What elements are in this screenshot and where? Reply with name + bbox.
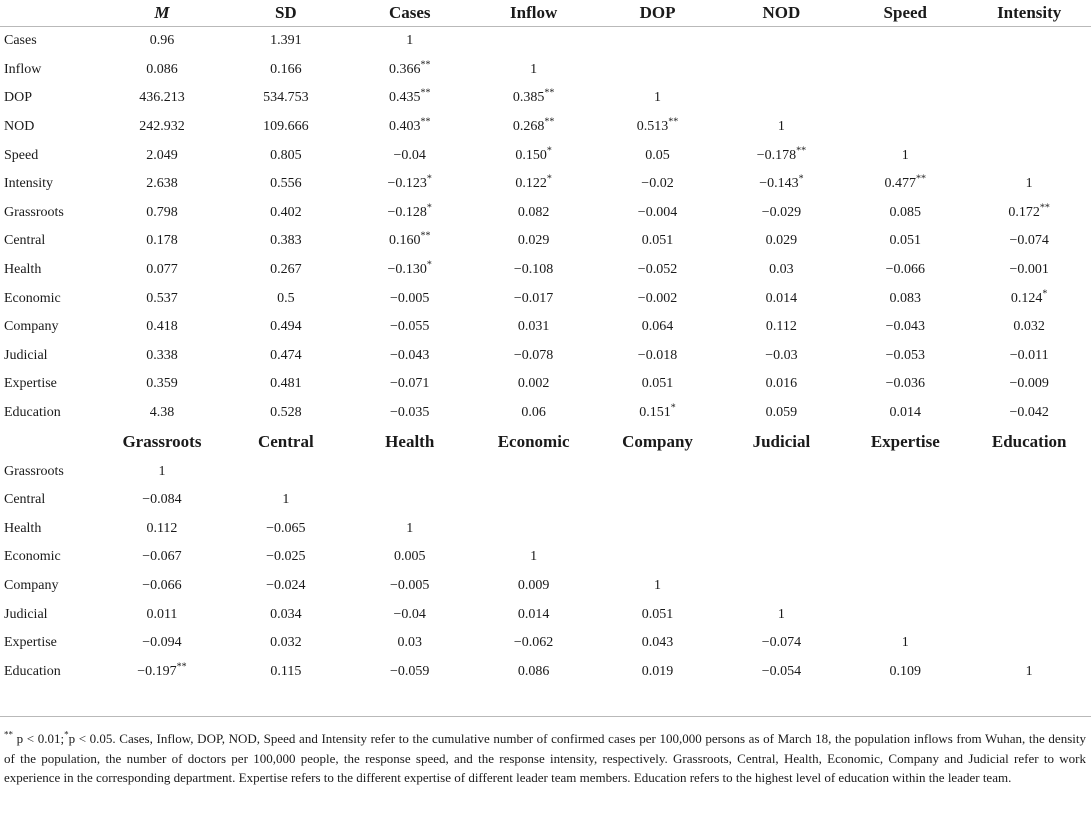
table-cell: 0.029 xyxy=(517,233,550,249)
table-cell: −0.011 xyxy=(1009,347,1049,363)
row-label: Cases xyxy=(4,33,37,49)
table-cell: 1 xyxy=(901,635,909,651)
table-cell xyxy=(719,56,843,85)
table-cell: 0.086 xyxy=(146,61,178,77)
table-cell: 1 xyxy=(158,463,166,479)
table-cell xyxy=(967,515,1091,544)
table-cell: 0.122* xyxy=(515,173,552,192)
table-cell: 0.077 xyxy=(146,262,178,278)
significance-marker: ** xyxy=(176,661,187,673)
column-header: NOD xyxy=(762,3,801,22)
table-cell: −0.084 xyxy=(142,492,182,508)
table-cell: 0.385** xyxy=(512,87,555,106)
table-cell: 0.383 xyxy=(270,233,302,249)
table-cell: 0.403** xyxy=(388,116,431,135)
table-cell: −0.054 xyxy=(761,663,802,679)
table-cell: 0.109 xyxy=(889,663,922,679)
table-cell: −0.094 xyxy=(142,635,182,651)
corner-cell xyxy=(0,0,100,27)
table-cell xyxy=(967,486,1091,515)
row-label: Health xyxy=(4,262,42,278)
table-cell: 0.178 xyxy=(146,233,178,249)
table-cell: 0.05 xyxy=(645,147,670,163)
table-cell: 0.151* xyxy=(639,402,676,421)
row-label: Health xyxy=(4,520,42,536)
column-header: Inflow xyxy=(510,3,558,22)
table-cell: 0.031 xyxy=(517,319,550,335)
significance-marker: ** xyxy=(1039,202,1050,214)
table-cell: −0.04 xyxy=(393,147,426,163)
table-cell: 0.474 xyxy=(270,347,302,363)
table-cell: 0.5 xyxy=(277,290,295,306)
table-cell: 0.014 xyxy=(889,405,922,421)
table-cell xyxy=(596,56,720,85)
table-row xyxy=(0,572,1091,601)
top-body xyxy=(0,27,1091,428)
row-label: Economic xyxy=(4,549,61,565)
footnote-double-star: ** xyxy=(4,729,13,740)
column-header: DOP xyxy=(639,3,676,22)
table-cell xyxy=(596,457,720,486)
table-cell xyxy=(967,543,1091,572)
table-cell: −0.067 xyxy=(142,549,182,565)
significance-marker: ** xyxy=(420,116,431,128)
table-cell: 1 xyxy=(1025,663,1033,679)
table-cell: 0.268** xyxy=(512,116,555,135)
row-label: Judicial xyxy=(4,606,48,622)
table-cell: −0.066 xyxy=(142,577,182,593)
table-cell: −0.002 xyxy=(637,290,678,306)
table-cell: 0.034 xyxy=(270,606,302,622)
column-header: M xyxy=(154,3,170,22)
row-label: Judicial xyxy=(4,347,48,363)
table-cell: 0.002 xyxy=(517,376,550,392)
significance-marker: ** xyxy=(668,116,679,128)
table-cell: −0.025 xyxy=(266,549,306,565)
table-cell xyxy=(719,84,843,113)
table-row xyxy=(0,141,1091,170)
table-cell: 0.160** xyxy=(388,230,431,249)
table-cell: 4.38 xyxy=(149,405,175,421)
table-cell: 0.03 xyxy=(769,262,794,278)
table-cell: 0.477** xyxy=(884,173,927,192)
table-cell: 0.537 xyxy=(146,290,178,306)
table-cell: 0.798 xyxy=(146,204,178,220)
table-cell: 0.150* xyxy=(515,145,552,163)
table-cell: 0.014 xyxy=(765,290,798,306)
table-cell: 0.005 xyxy=(393,549,426,565)
table-cell: 0.032 xyxy=(1013,319,1045,335)
table-cell: 0.029 xyxy=(765,233,798,249)
significance-marker: * xyxy=(798,173,804,185)
column-header: SD xyxy=(274,3,297,22)
table-cell: −0.03 xyxy=(765,347,798,363)
table-cell: 0.96 xyxy=(149,33,175,49)
table-row xyxy=(0,457,1091,486)
table-row xyxy=(0,515,1091,544)
table-cell: −0.035 xyxy=(390,405,430,421)
table-cell: 242.932 xyxy=(139,119,185,135)
table-row xyxy=(0,199,1091,228)
column-header: Intensity xyxy=(997,3,1062,22)
row-label: Central xyxy=(4,233,46,249)
table-cell: −0.108 xyxy=(513,262,554,278)
column-header: Central xyxy=(257,432,314,452)
table-cell: −0.123* xyxy=(387,173,432,192)
table-cell: 1 xyxy=(406,33,414,49)
table-cell: 1 xyxy=(530,61,538,77)
table-cell: 0.115 xyxy=(270,663,302,679)
row-label: Company xyxy=(4,319,59,335)
column-header: Speed xyxy=(883,3,928,22)
table-cell xyxy=(843,572,967,601)
table-cell: 0.082 xyxy=(517,204,550,220)
table-cell: −0.042 xyxy=(1009,405,1049,421)
table-cell: 0.06 xyxy=(521,405,546,421)
row-label: Expertise xyxy=(4,376,57,392)
table-cell xyxy=(348,486,472,515)
table-cell: 0.481 xyxy=(270,376,302,392)
table-cell: 1 xyxy=(406,520,414,536)
table-row xyxy=(0,284,1091,313)
table-cell xyxy=(472,486,596,515)
table-cell: 0.418 xyxy=(146,319,178,335)
table-cell xyxy=(596,486,720,515)
table-cell xyxy=(967,600,1091,629)
row-label: DOP xyxy=(4,90,33,106)
table-cell xyxy=(967,572,1091,601)
row-label: Grassroots xyxy=(4,204,64,220)
table-cell: 0.03 xyxy=(397,635,422,651)
table-cell: −0.04 xyxy=(393,606,426,622)
table-footnote xyxy=(4,729,1086,788)
table-cell xyxy=(719,27,843,56)
table-cell: −0.074 xyxy=(1009,233,1049,249)
table-cell xyxy=(967,113,1091,142)
table-cell: 0.051 xyxy=(641,606,674,622)
table-cell xyxy=(967,457,1091,486)
table-cell: −0.078 xyxy=(513,347,554,363)
significance-marker: ** xyxy=(420,59,431,71)
table-cell: −0.043 xyxy=(390,347,430,363)
table-bottom-rule xyxy=(0,716,1091,717)
bottom-body xyxy=(0,427,1091,686)
table-cell: −0.128* xyxy=(387,202,432,220)
table-row xyxy=(0,113,1091,142)
table-cell: −0.053 xyxy=(885,347,925,363)
table-cell: 0.166 xyxy=(270,61,302,77)
column-header: Grassroots xyxy=(122,432,202,452)
table-cell: 0.019 xyxy=(641,663,674,679)
table-cell: 1 xyxy=(530,549,538,565)
table-cell: −0.005 xyxy=(390,577,430,593)
table-cell: 0.032 xyxy=(270,635,302,651)
table-cell xyxy=(472,457,596,486)
table-cell: −0.178** xyxy=(756,145,807,163)
table-cell xyxy=(967,629,1091,658)
table-cell xyxy=(719,515,843,544)
row-label: Expertise xyxy=(4,635,57,651)
top-header-row xyxy=(0,0,1091,27)
table-row xyxy=(0,313,1091,342)
table-cell: 0.513** xyxy=(636,116,679,135)
table-cell: 1 xyxy=(654,577,661,593)
significance-marker: ** xyxy=(796,145,807,157)
table-cell: 0.172** xyxy=(1008,202,1050,220)
table-cell: −0.143* xyxy=(759,173,804,192)
table-cell: 0.124* xyxy=(1010,287,1048,306)
table-row xyxy=(0,27,1091,56)
table-row xyxy=(0,256,1091,285)
table-cell xyxy=(472,27,596,56)
table-cell: −0.017 xyxy=(513,290,554,306)
table-cell: −0.02 xyxy=(641,176,674,192)
table-cell xyxy=(596,515,720,544)
table-cell: −0.059 xyxy=(390,663,430,679)
row-label: Intensity xyxy=(4,176,53,192)
column-header: Health xyxy=(385,432,435,452)
table-cell: −0.024 xyxy=(266,577,306,593)
table-cell xyxy=(472,515,596,544)
column-header: Company xyxy=(622,432,693,452)
significance-marker: * xyxy=(1042,287,1048,299)
table-cell: −0.001 xyxy=(1009,262,1049,278)
table-cell: 0.086 xyxy=(517,663,550,679)
table-cell xyxy=(596,543,720,572)
table-cell: −0.009 xyxy=(1009,376,1049,392)
significance-marker: ** xyxy=(544,87,555,99)
table-row xyxy=(0,600,1091,629)
table-cell: 1 xyxy=(654,90,661,106)
significance-marker: ** xyxy=(420,230,431,242)
table-cell xyxy=(967,56,1091,85)
table-cell: −0.062 xyxy=(513,635,554,651)
row-label: Economic xyxy=(4,290,61,306)
table-cell: 0.009 xyxy=(517,577,550,593)
row-label: NOD xyxy=(4,119,35,135)
table-cell: 0.011 xyxy=(146,606,178,622)
table-cell: −0.004 xyxy=(637,204,678,220)
table-cell: 1 xyxy=(777,606,785,622)
column-header: Expertise xyxy=(870,432,940,452)
table-cell: −0.005 xyxy=(390,290,430,306)
table-cell: 0.528 xyxy=(270,405,302,421)
table-cell: 1.391 xyxy=(270,33,302,49)
table-cell xyxy=(843,113,967,142)
table-row xyxy=(0,629,1091,658)
table-cell: −0.018 xyxy=(637,347,678,363)
table-cell: 0.112 xyxy=(146,520,178,536)
table-cell xyxy=(843,84,967,113)
table-cell: −0.197** xyxy=(137,661,187,679)
table-cell: 2.049 xyxy=(146,147,178,163)
table-cell: 0.083 xyxy=(889,290,922,306)
table-row xyxy=(0,84,1091,113)
table-cell xyxy=(843,56,967,85)
significance-marker: * xyxy=(426,259,432,271)
significance-marker: * xyxy=(426,202,432,214)
table-row xyxy=(0,657,1091,686)
table-cell: 534.753 xyxy=(263,90,309,106)
table-cell xyxy=(843,27,967,56)
table-cell: 1 xyxy=(282,492,290,508)
table-row xyxy=(0,543,1091,572)
table-cell: 0.043 xyxy=(641,635,674,651)
table-cell xyxy=(843,486,967,515)
column-header: Cases xyxy=(388,3,431,22)
table-cell: 2.638 xyxy=(146,176,178,192)
footnote-sig-text-1: p < 0.01; xyxy=(13,731,65,746)
table-cell: −0.074 xyxy=(761,635,802,651)
significance-marker: * xyxy=(426,173,432,185)
table-cell: 1 xyxy=(1025,176,1033,192)
table-row xyxy=(0,170,1091,199)
table-cell: 0.267 xyxy=(270,262,302,278)
table-cell xyxy=(843,457,967,486)
table-cell: −0.065 xyxy=(266,520,306,536)
table-row xyxy=(0,56,1091,85)
table-row xyxy=(0,342,1091,371)
table-cell: 0.366** xyxy=(388,59,431,77)
table-row xyxy=(0,486,1091,515)
row-label: Education xyxy=(4,405,61,421)
table-cell xyxy=(967,141,1091,170)
table-cell xyxy=(224,457,348,486)
table-cell: 0.064 xyxy=(641,319,674,335)
corner-cell xyxy=(0,427,100,457)
table-cell: 0.016 xyxy=(765,376,798,392)
column-header: Economic xyxy=(497,432,570,452)
table-cell: 0.338 xyxy=(146,347,178,363)
table-cell: 0.402 xyxy=(270,204,302,220)
table-cell: 0.051 xyxy=(641,233,674,249)
table-cell: −0.029 xyxy=(761,204,802,220)
table-cell: 0.556 xyxy=(270,176,302,192)
table-cell: 436.213 xyxy=(139,90,185,106)
table-cell: 0.494 xyxy=(270,319,302,335)
table-cell: 0.051 xyxy=(641,376,674,392)
footnote-sig-text-2: p < 0.05. Cases, Inflow, DOP, NOD, Speed and Intensity refer to the cumulative number of confirmed cases per 100,000 persons as of March 18, the population inflows from Wuhan, the density of the population, the number of doctors per 100,000 people, the response speed, and the response intensity, respectively. Grassroots, Central, Health, Economic, Company and Judicial refer to work experience in the corresponding department. Expertise refers to the different expertise of different leader team members. Education refers to the highest level of education within the leader team. xyxy=(4,731,1086,785)
significance-marker: * xyxy=(546,173,552,185)
table-cell: 0.051 xyxy=(889,233,922,249)
significance-marker: ** xyxy=(420,87,431,99)
column-header: Judicial xyxy=(752,432,811,452)
row-label: Grassroots xyxy=(4,463,64,479)
table-cell: 0.085 xyxy=(889,204,922,220)
table-cell: −0.071 xyxy=(390,376,430,392)
table-cell: 0.359 xyxy=(146,376,178,392)
table-row xyxy=(0,399,1091,428)
table-cell xyxy=(596,27,720,56)
table-cell xyxy=(843,515,967,544)
row-label: Inflow xyxy=(4,61,42,77)
significance-marker: ** xyxy=(916,173,927,185)
table-cell: 0.014 xyxy=(517,606,550,622)
table-cell: −0.036 xyxy=(885,376,925,392)
table-cell: −0.052 xyxy=(637,262,678,278)
table-cell xyxy=(967,27,1091,56)
table-cell xyxy=(719,486,843,515)
table-cell: −0.043 xyxy=(885,319,925,335)
table-cell: 0.805 xyxy=(270,147,302,163)
table-cell: −0.055 xyxy=(390,319,430,335)
table-cell xyxy=(843,600,967,629)
table-cell xyxy=(719,572,843,601)
row-label: Central xyxy=(4,492,46,508)
table-cell xyxy=(843,543,967,572)
significance-marker: ** xyxy=(544,116,555,128)
table-cell xyxy=(967,84,1091,113)
row-label: Speed xyxy=(4,147,39,163)
top-header xyxy=(0,0,1091,27)
table-cell xyxy=(719,457,843,486)
table-cell: 1 xyxy=(901,147,909,163)
table-cell: 0.112 xyxy=(765,319,797,335)
significance-marker: * xyxy=(546,145,552,157)
significance-marker: * xyxy=(670,402,676,414)
row-label: Education xyxy=(4,663,61,679)
table-cell: 0.059 xyxy=(765,405,798,421)
table-cell xyxy=(719,543,843,572)
table-cell: −0.066 xyxy=(885,262,925,278)
table-cell: −0.130* xyxy=(387,259,432,278)
table-cell: 0.435** xyxy=(388,87,431,106)
table-cell xyxy=(348,457,472,486)
bottom-header-row xyxy=(0,427,1091,457)
table-cell: 1 xyxy=(777,119,785,135)
table-cell: 109.666 xyxy=(263,119,309,135)
footnote-single-star: * xyxy=(64,729,69,740)
table-row xyxy=(0,227,1091,256)
column-header: Education xyxy=(991,432,1067,452)
row-label: Company xyxy=(4,577,59,593)
table-row xyxy=(0,370,1091,399)
